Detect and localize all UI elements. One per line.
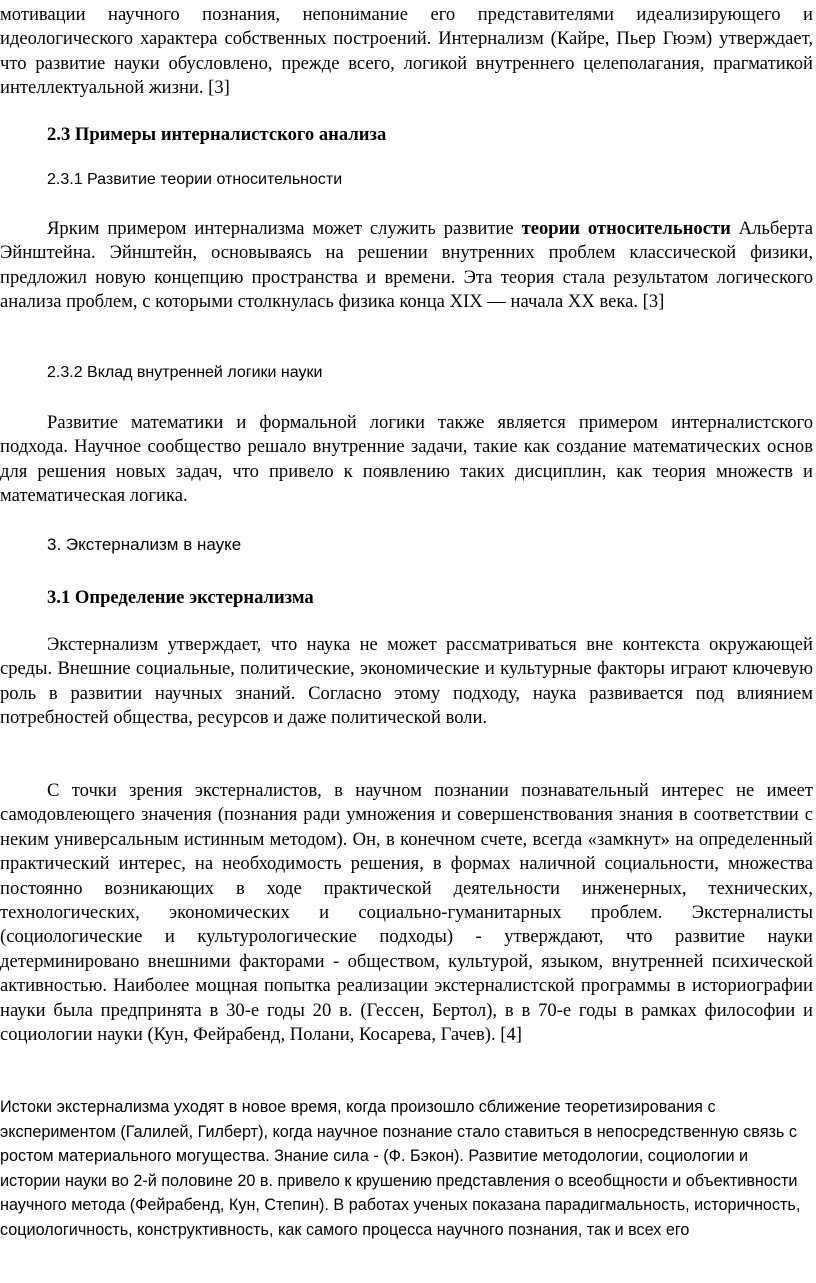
paragraph-relativity-text-b: Альберта Эйнштейна. Эйнштейн, основываясь на решении внутренних проблем классической физики, предложил новую концепцию пространства и времени. Эта теория стала результатом логического анализа проблем, с которыми столкнулась физика конца XIX — начала XX века. [3] bbox=[0, 218, 813, 313]
heading-2-3-2: 2.3.2 Вклад внутренней логики науки bbox=[47, 364, 323, 381]
paragraph-mathematics-logic: Развитие математики и формальной логики также является примером интерналистского подхода. Научное сообщество решало внутренние задачи, такие как создание математических основ для решения новых задач, что привело к появлению таких дисциплин, как теория множеств и математическая логика. bbox=[0, 412, 813, 507]
heading-2-3: 2.3 Примеры интерналистского анализа bbox=[47, 124, 387, 145]
paragraph-internalism-motivation: мотивации научного познания, непонимание его представителями идеализирующего и идеологического характера собственных построений. Интернализм (Кайре, Пьер Гюэм) утверждает, что развитие науки обусловлено, прежде всего, логикой внутреннего целеполагания, прагматикой интеллектуальной жизни. [3] bbox=[0, 4, 813, 99]
paragraph-relativity-text-a: Ярким примером интернализма может служить развитие bbox=[47, 218, 522, 239]
heading-3: 3. Экстернализм в науке bbox=[47, 535, 242, 554]
heading-3-1: 3.1 Определение экстернализма bbox=[47, 587, 314, 608]
paragraph-relativity bbox=[0, 217, 813, 315]
paragraph-externalist-view: С точки зрения экстерналистов, в научном познании познавательный интерес не имеет самодовлеющего значения (познания ради умножения и совершенствования знания в соответствии с неким универсальным истинным методом). Он, в конечном счете, всегда «замкнут» на определенный практический интерес, на необходимость решения, в формах наличной социальности, множества постоянно возникающих в ходе практической деятельности инженерных, технических, технологических, экономических и социально-гуманитарных проблем. Экстерналисты (социологические и культурологические подходы) - утверждают, что развитие науки детерминировано внешними факторами - обществом, культурой, языком, внутренней психической активностью. Наиболее мощная попытка реализации экстерналистской программы в историографии науки была предпринята в 30-е годы 20 в. (Гессен, Бертол), в в 70-е годы в рамках философии и социологии науки (Кун, Фейрабенд, Полани, Косарева, Гачев). [4] bbox=[0, 780, 813, 1046]
paragraph-externalism-definition: Экстернализм утверждает, что наука не может рассматриваться вне контекста окружающей среды. Внешние социальные, политические, экономические и культурные факторы играют ключевую роль в развитии научных знаний. Согласно этому подходу, наука развивается под влиянием потребностей общества, ресурсов и даже политической воли. bbox=[0, 634, 813, 729]
paragraph-relativity-bold: теории относительности bbox=[521, 218, 731, 239]
paragraph-externalism-sources: Истоки экстернализма уходят в новое время, когда произошло сближение теоретизирования с экспериментом (Галилей, Гилберт), когда научное познание стало ставиться в непосредственную связь с ростом материального могущества. Знание сила - (Ф. Бэкон). Развитие методологии, социологии и истории науки во 2-й половине 20 в. привело к крушению представления о всеобщности и объективности научного метода (Фейрабенд, Кун, Степин). В работах ученых показана парадигмальность, историчность, социологичность, конструктивность, как самого процесса научного познания, так и всех его bbox=[0, 1098, 801, 1239]
heading-2-3-1: 2.3.1 Развитие теории относительности bbox=[47, 171, 343, 188]
